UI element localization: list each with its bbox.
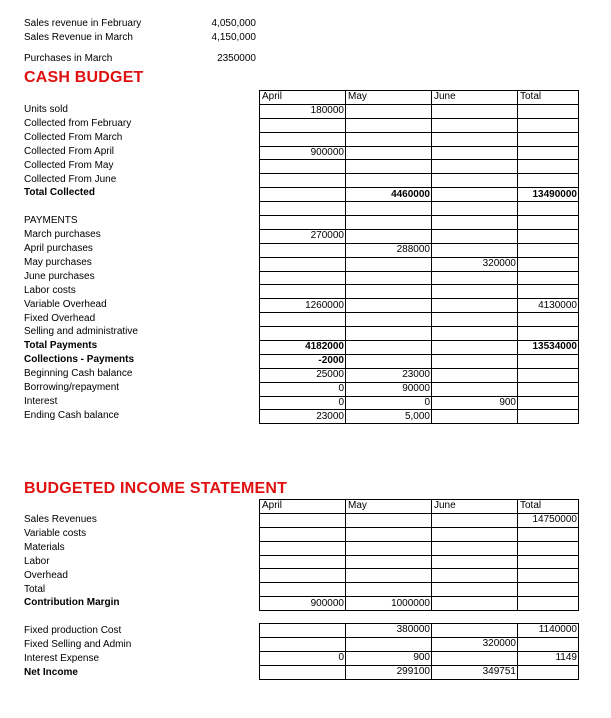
cash-budget-cell	[518, 368, 579, 382]
income-cell	[260, 637, 346, 651]
cash-budget-table	[259, 90, 579, 424]
table-row	[260, 313, 579, 327]
cash-budget-cell	[432, 382, 518, 396]
cash-budget-cell: 180000	[260, 104, 346, 118]
feb-revenue-value: 4,050,000	[211, 18, 256, 29]
mar-purchases-label: Purchases in March	[24, 53, 113, 64]
table-row	[260, 188, 579, 202]
cash-budget-label-june-purchases: June purchases	[24, 270, 95, 282]
cash-budget-cell: -2000	[260, 354, 346, 368]
cash-budget-label-total-collected: Total Collected	[24, 187, 95, 199]
cash-budget-cell	[260, 327, 346, 341]
income-cell	[260, 555, 346, 569]
mar-purchases-value: 2350000	[217, 53, 256, 64]
cash-budget-cell	[346, 229, 432, 243]
income-cell: 349751	[432, 665, 518, 679]
income-cell	[346, 569, 432, 583]
table-row	[260, 354, 579, 368]
income-cell: 320000	[432, 637, 518, 651]
cash-budget-cell	[518, 396, 579, 410]
cash-budget-cell	[432, 229, 518, 243]
cash-budget-cell: 23000	[346, 368, 432, 382]
income-cell	[432, 555, 518, 569]
income-label-variable-costs: Variable costs	[24, 527, 87, 539]
cash-budget-cell	[518, 257, 579, 271]
cash-budget-label-borrowing-repayment: Borrowing/repayment	[24, 382, 120, 393]
cash-budget-col-april: April	[260, 91, 346, 105]
income-cell	[518, 569, 579, 583]
table-row	[260, 229, 579, 243]
table-row	[260, 216, 579, 230]
table-row	[260, 637, 579, 651]
income-cell	[518, 541, 579, 555]
cash-budget-cell: 4460000	[346, 188, 432, 202]
income-col-may: May	[346, 500, 432, 514]
income-label-contribution-margin: Contribution Margin	[24, 597, 120, 609]
cash-budget-label-ending-cash-balance: Ending Cash balance	[24, 409, 120, 421]
cash-budget-label-labor-costs: Labor costs	[24, 284, 76, 296]
cash-budget-cell	[432, 146, 518, 160]
income-cell	[346, 583, 432, 597]
cash-budget-label-collected-from-march: Collected From March	[24, 131, 123, 143]
cash-budget-cell	[346, 354, 432, 368]
cash-budget-label-march-purchases: March purchases	[24, 229, 101, 241]
cash-budget-label-beginning-cash-balance: Beginning Cash balance	[24, 368, 133, 380]
cash-budget-label-may-purchases: May purchases	[24, 256, 92, 268]
income-cell	[432, 513, 518, 527]
cash-budget-cell	[346, 216, 432, 230]
cash-budget-cell	[260, 257, 346, 271]
cash-budget-cell	[260, 160, 346, 174]
income-cell	[432, 583, 518, 597]
cash-budget-cell	[432, 341, 518, 355]
table-row	[260, 202, 579, 216]
income-col-total: Total	[518, 500, 579, 514]
cash-budget-col-june: June	[432, 91, 518, 105]
table-row	[260, 341, 579, 355]
cash-budget-cell	[432, 118, 518, 132]
cash-budget-label-payments: PAYMENTS	[24, 215, 78, 227]
cash-budget-cell	[432, 243, 518, 257]
income-cell: 0	[260, 651, 346, 665]
cash-budget-cell	[518, 229, 579, 243]
income-label-labor: Labor	[24, 555, 50, 567]
income-cell	[518, 527, 579, 541]
cash-budget-label-april-purchases: April purchases	[24, 243, 93, 254]
cash-budget-cell	[432, 271, 518, 285]
income-cell	[346, 541, 432, 555]
cash-budget-cell: 0	[260, 382, 346, 396]
cash-budget-cell	[346, 118, 432, 132]
cash-budget-cell	[518, 202, 579, 216]
income-col-april: April	[260, 500, 346, 514]
cash-budget-cell	[346, 146, 432, 160]
cash-budget-label-fixed-overhead: Fixed Overhead	[24, 312, 96, 324]
income-cell	[346, 527, 432, 541]
mar-revenue-label: Sales Revenue in March	[24, 32, 133, 43]
cash-budget-cell	[518, 382, 579, 396]
income-label-sales-revenues: Sales Revenues	[24, 514, 97, 525]
table-row	[260, 624, 579, 638]
cash-budget-cell	[260, 271, 346, 285]
income-cell	[260, 665, 346, 679]
cash-budget-cell	[518, 354, 579, 368]
cash-budget-cell: 25000	[260, 368, 346, 382]
cash-budget-label-variable-overhead: Variable Overhead	[24, 298, 107, 310]
table-row	[260, 257, 579, 271]
cash-budget-cell	[260, 132, 346, 146]
cash-budget-cell	[260, 313, 346, 327]
cash-budget-cell	[518, 104, 579, 118]
cash-budget-cell	[518, 285, 579, 299]
cash-budget-cell	[432, 327, 518, 341]
table-row	[260, 597, 579, 611]
table-row	[260, 569, 579, 583]
cash-budget-cell	[260, 118, 346, 132]
table-row	[260, 160, 579, 174]
income-cell	[346, 555, 432, 569]
cash-budget-cell	[432, 410, 518, 424]
cash-budget-cell: 288000	[346, 243, 432, 257]
table-row	[260, 285, 579, 299]
income-cell	[518, 555, 579, 569]
income-cell	[260, 624, 346, 638]
income-cell: 900	[346, 651, 432, 665]
cash-budget-cell	[346, 285, 432, 299]
income-cell: 380000	[346, 624, 432, 638]
income-cell: 1000000	[346, 597, 432, 611]
table-row	[260, 651, 579, 665]
cash-budget-cell	[432, 104, 518, 118]
income-cell	[432, 541, 518, 555]
cash-budget-col-total: Total	[518, 91, 579, 105]
table-row	[260, 243, 579, 257]
cash-budget-cell	[432, 188, 518, 202]
cash-budget-cell	[518, 174, 579, 188]
cash-budget-cell	[518, 327, 579, 341]
cash-budget-cell	[260, 216, 346, 230]
table-row	[260, 368, 579, 382]
table-row	[260, 132, 579, 146]
fixed-costs-table	[259, 623, 579, 680]
table-row	[260, 665, 579, 679]
cash-budget-label-collected-from-february: Collected from February	[24, 117, 132, 129]
cash-budget-cell	[346, 160, 432, 174]
cash-budget-cell: 900000	[260, 146, 346, 160]
cash-budget-label-collected-from-april: Collected From April	[24, 145, 115, 157]
income-cell: 14750000	[518, 513, 579, 527]
table-row	[260, 513, 579, 527]
income-label-interest-expense: Interest Expense	[24, 653, 100, 664]
income-cell	[518, 583, 579, 597]
cash-budget-cell: 4130000	[518, 299, 579, 313]
cash-budget-cell	[518, 132, 579, 146]
income-cell	[432, 597, 518, 611]
cash-budget-cell: 0	[260, 396, 346, 410]
table-row	[260, 174, 579, 188]
cash-budget-cell	[346, 271, 432, 285]
cash-budget-cell	[346, 341, 432, 355]
cash-budget-cell	[432, 216, 518, 230]
cash-budget-label-collected-from-may: Collected From May	[24, 159, 114, 171]
cash-budget-cell: 270000	[260, 229, 346, 243]
cash-budget-cell: 5,000	[346, 410, 432, 424]
income-statement-table	[259, 499, 579, 611]
income-cell	[432, 624, 518, 638]
table-row	[260, 146, 579, 160]
income-cell	[518, 665, 579, 679]
table-row	[260, 299, 579, 313]
income-cell	[518, 597, 579, 611]
income-cell: 900000	[260, 597, 346, 611]
table-row	[260, 327, 579, 341]
income-cell	[346, 513, 432, 527]
cash-budget-cell	[432, 132, 518, 146]
income-label-net-income: Net Income	[24, 666, 78, 678]
table-row	[260, 382, 579, 396]
cash-budget-col-may: May	[346, 91, 432, 105]
cash-budget-cell: 4182000	[260, 341, 346, 355]
income-cell: 1149	[518, 651, 579, 665]
cash-budget-label-interest: Interest	[24, 395, 58, 407]
cash-budget-cell	[432, 160, 518, 174]
cash-budget-cell	[518, 410, 579, 424]
table-row	[260, 396, 579, 410]
cash-budget-label-collected-from-june: Collected From June	[24, 173, 117, 185]
cash-budget-cell	[346, 313, 432, 327]
cash-budget-cell	[432, 285, 518, 299]
cash-budget-cell	[346, 327, 432, 341]
income-statement-title: BUDGETED INCOME STATEMENT	[24, 480, 288, 497]
cash-budget-cell: 900	[432, 396, 518, 410]
income-col-june: June	[432, 500, 518, 514]
cash-budget-cell	[432, 202, 518, 216]
cash-budget-cell: 1260000	[260, 299, 346, 313]
table-row	[260, 583, 579, 597]
cash-budget-cell	[346, 299, 432, 313]
cash-budget-cell	[346, 174, 432, 188]
cash-budget-cell	[432, 299, 518, 313]
cash-budget-cell	[432, 174, 518, 188]
income-cell	[260, 569, 346, 583]
income-cell	[260, 527, 346, 541]
table-row	[260, 271, 579, 285]
income-cell: 1140000	[518, 624, 579, 638]
cash-budget-cell: 90000	[346, 382, 432, 396]
income-label-materials: Materials	[24, 541, 65, 553]
cash-budget-label-collections-payments: Collections - Payments	[24, 354, 135, 366]
cash-budget-cell: 23000	[260, 410, 346, 424]
cash-budget-cell: 320000	[432, 257, 518, 271]
cash-budget-cell	[518, 271, 579, 285]
mar-revenue-value: 4,150,000	[211, 32, 256, 43]
feb-revenue-label: Sales revenue in February	[24, 18, 142, 29]
income-cell	[432, 527, 518, 541]
table-row	[260, 527, 579, 541]
cash-budget-cell	[518, 216, 579, 230]
income-cell	[260, 513, 346, 527]
cash-budget-label-selling-and-administrative: Selling and administrative	[24, 326, 138, 338]
cash-budget-cell	[518, 160, 579, 174]
cash-budget-cell	[518, 146, 579, 160]
income-label-fixed-selling-and-admin: Fixed Selling and Admin	[24, 639, 132, 651]
cash-budget-cell	[518, 118, 579, 132]
cash-budget-cell	[260, 188, 346, 202]
cash-budget-label-total-payments: Total Payments	[24, 340, 98, 352]
income-label-fixed-production-cost: Fixed production Cost	[24, 625, 122, 637]
cash-budget-cell	[260, 174, 346, 188]
cash-budget-cell	[260, 243, 346, 257]
income-cell	[260, 583, 346, 597]
cash-budget-cell	[432, 368, 518, 382]
table-row	[260, 541, 579, 555]
cash-budget-cell	[432, 354, 518, 368]
income-cell	[432, 569, 518, 583]
cash-budget-cell	[346, 202, 432, 216]
cash-budget-cell	[260, 202, 346, 216]
cash-budget-cell	[432, 313, 518, 327]
income-cell	[432, 651, 518, 665]
table-row	[260, 555, 579, 569]
income-label-total: Total	[24, 583, 46, 595]
table-row	[260, 118, 579, 132]
cash-budget-cell: 13534000	[518, 341, 579, 355]
income-cell	[260, 541, 346, 555]
table-row	[260, 410, 579, 424]
cash-budget-cell: 0	[346, 396, 432, 410]
income-cell: 299100	[346, 665, 432, 679]
cash-budget-title: CASH BUDGET	[24, 69, 144, 86]
cash-budget-cell	[260, 285, 346, 299]
income-label-overhead: Overhead	[24, 569, 68, 581]
income-cell	[346, 637, 432, 651]
table-row	[260, 104, 579, 118]
cash-budget-cell	[518, 243, 579, 257]
cash-budget-cell	[346, 132, 432, 146]
income-cell	[518, 637, 579, 651]
cash-budget-cell	[346, 257, 432, 271]
cash-budget-cell	[346, 104, 432, 118]
cash-budget-cell	[518, 313, 579, 327]
cash-budget-label-units-sold: Units sold	[24, 104, 68, 115]
cash-budget-cell: 13490000	[518, 188, 579, 202]
